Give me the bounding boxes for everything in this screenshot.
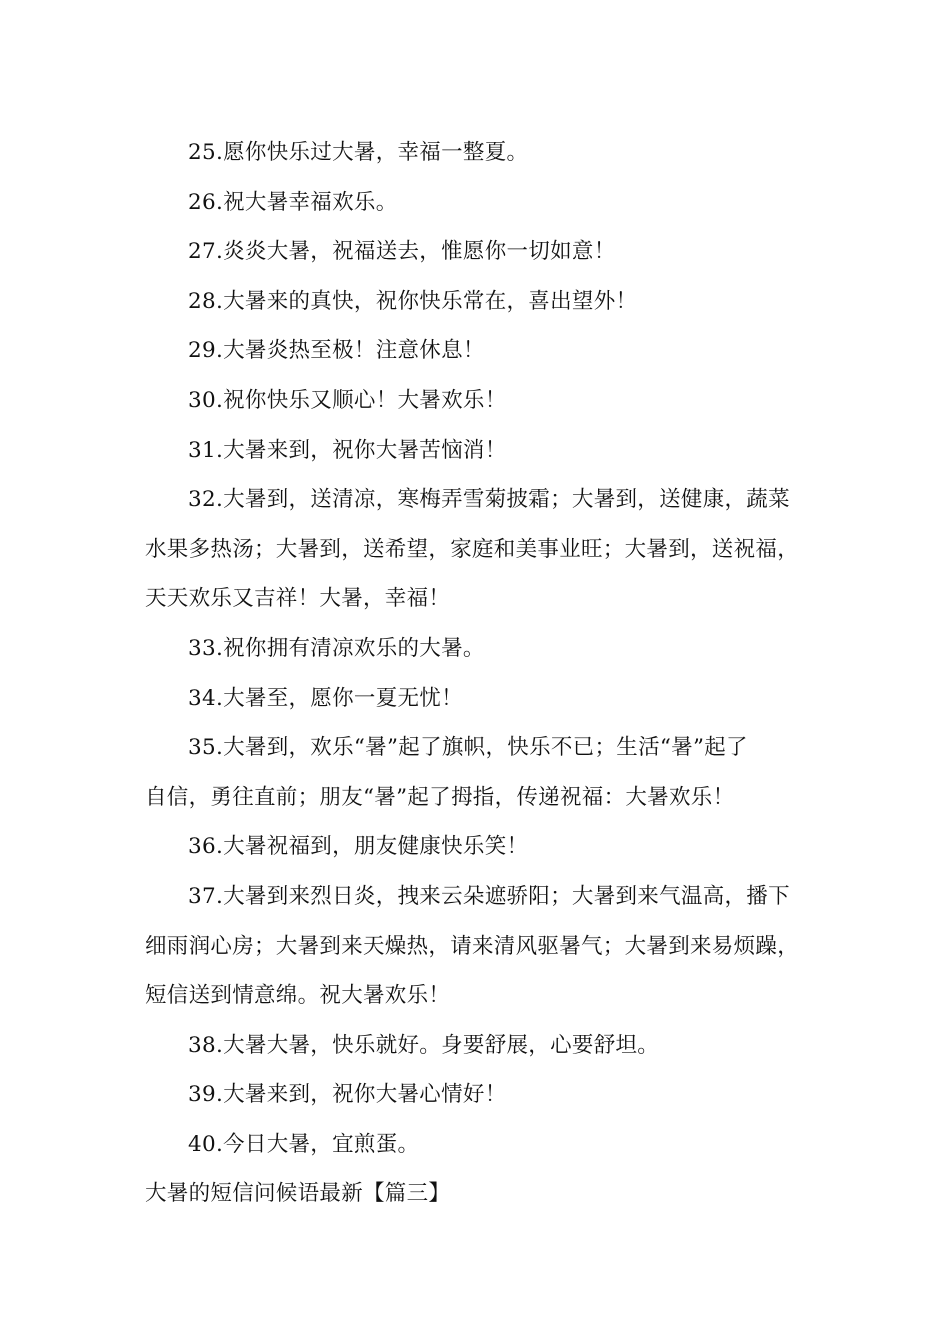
item-35-line-2: 自信，勇往直前；朋友“暑”起了拇指，传递祝福：大暑欢乐！ [145, 784, 735, 810]
item-31: 31.大暑来到，祝你大暑苦恼消！ [188, 437, 507, 463]
item-37-line-1: 37.大暑到来烈日炎，拽来云朵遮骄阳；大暑到来气温高，播下 [188, 883, 790, 909]
item-40: 40.今日大暑，宜煎蛋。 [188, 1131, 420, 1157]
item-39: 39.大暑来到，祝你大暑心情好！ [188, 1082, 507, 1108]
item-36: 36.大暑祝福到，朋友健康快乐笑！ [188, 834, 529, 860]
item-29: 29.大暑炎热至极！注意休息！ [188, 338, 485, 364]
item-35-line-1: 35.大暑到，欢乐“暑”起了旗帜，快乐不已；生活“暑”起了 [188, 735, 748, 761]
item-28: 28.大暑来的真快，祝你快乐常在，喜出望外！ [188, 288, 638, 314]
document-body [145, 128, 827, 1219]
item-32-line-2: 水果多热汤；大暑到，送希望，家庭和美事业旺；大暑到，送祝福， [145, 536, 800, 562]
item-37-line-2: 细雨润心房；大暑到来天燥热，请来清风驱暑气；大暑到来易烦躁， [145, 933, 800, 959]
item-30: 30.祝你快乐又顺心！大暑欢乐！ [188, 387, 507, 413]
item-32-line-3: 天天欢乐又吉祥！大暑，幸福！ [145, 586, 451, 612]
item-38: 38.大暑大暑，快乐就好。身要舒展，心要舒坦。 [188, 1032, 660, 1058]
item-25: 25.愿你快乐过大暑，幸福一整夏。 [188, 140, 529, 165]
item-37-line-3: 短信送到情意绵。祝大暑欢乐！ [145, 983, 451, 1009]
item-32-line-1: 32.大暑到，送清凉，寒梅弄雪菊披霜；大暑到，送健康，蔬菜 [188, 487, 790, 513]
item-34: 34.大暑至，愿你一夏无忧！ [188, 685, 463, 711]
section-heading: 大暑的短信问候语最新【篇三】 [145, 1181, 451, 1207]
item-33: 33.祝你拥有清凉欢乐的大暑。 [188, 635, 485, 661]
item-27: 27.炎炎大暑，祝福送去，惟愿你一切如意！ [188, 239, 616, 265]
item-26: 26.祝大暑幸福欢乐。 [188, 189, 398, 215]
